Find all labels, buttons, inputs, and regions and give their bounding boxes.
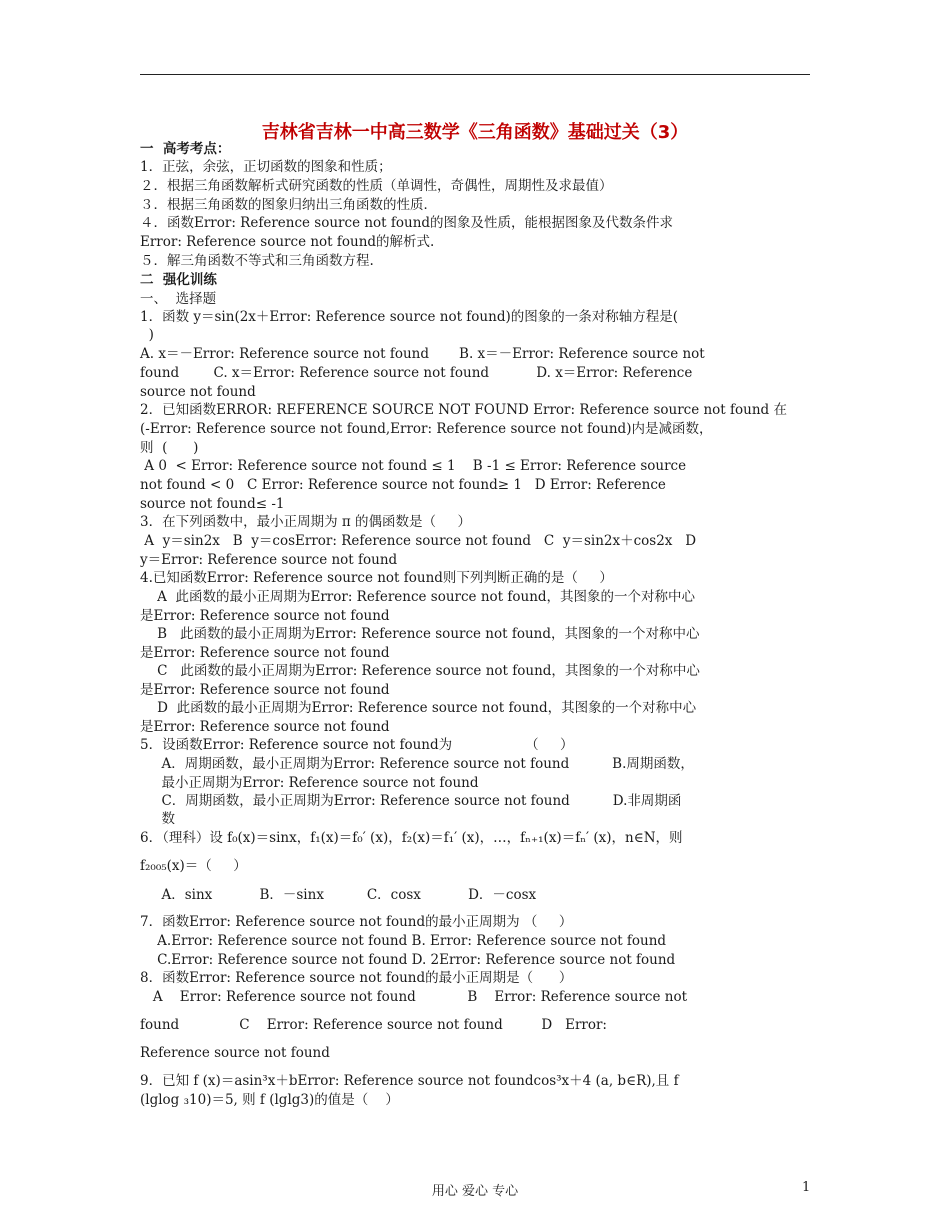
text-line: 是Error: Reference source not found — [140, 608, 390, 624]
document-title: 吉林省吉林一中高三数学《三角函数》基础过关（3） — [261, 122, 689, 143]
text-line: 9．已知 f (x)＝asin³x＋bError: Reference source not foundcos³x＋4 (a, b∈R),且 f — [140, 1073, 679, 1089]
text-line: A 0 < Error: Reference source not found ≤ 1 B -1 ≤ Error: Reference source — [140, 458, 687, 474]
text-line: source not found≤ -1 — [140, 496, 285, 512]
text-line: ) — [140, 327, 154, 343]
text-line: f₂₀₀₅(x)＝（ ） — [140, 858, 247, 874]
text-line: 是Error: Reference source not found — [140, 682, 390, 698]
text-line: 是Error: Reference source not found — [140, 719, 390, 735]
text-line: found C Error: Reference source not found D Error: — [140, 1017, 607, 1033]
text-line: 1．正弦，余弦，正切函数的图象和性质； — [140, 159, 392, 175]
text-line: A.Error: Reference source not found B. Error: Reference source not found — [140, 933, 667, 949]
text-line: 5．设函数Error: Reference source not found为 （ ） — [140, 737, 574, 753]
text-line: 是Error: Reference source not found — [140, 645, 390, 661]
text-line: (lglog ₃10)＝5, 则 f (lglg3)的值是（ ） — [140, 1092, 399, 1108]
text-line: ２．根据三角函数解析式研究函数的性质（单调性，奇偶性，周期性及求最值） — [140, 178, 613, 194]
text-line: 数 — [140, 811, 175, 827]
text-line: A．sinx B．－sinx C．cosx D．－cosx — [140, 887, 537, 903]
text-line: A Error: Reference source not found B Error: Reference source not — [140, 989, 688, 1005]
page-number: 1 — [802, 1180, 811, 1195]
text-line: B 此函数的最小正周期为Error: Reference source not found，其图象的一个对称中心 — [140, 626, 700, 642]
text-line: 则 ( ) — [140, 440, 199, 456]
text-line: D 此函数的最小正周期为Error: Reference source not found，其图象的一个对称中心 — [140, 700, 697, 716]
text-line: A y＝sin2x B y＝cosError: Reference source not found C y＝sin2x＋cos2x D — [140, 533, 697, 549]
page-footer: 用心 爱心 专心 — [431, 1184, 519, 1199]
text-line: A．周期函数，最小正周期为Error: Reference source not found B.周期函数， — [140, 756, 694, 772]
text-line: 一 高考考点： — [140, 141, 231, 157]
text-line: (-Error: Reference source not found,Error: Reference source not found)内是减函数， — [140, 421, 713, 437]
text-line: not found < 0 C Error: Reference source not found≥ 1 D Error: Reference — [140, 477, 666, 493]
text-line: found C. x＝Error: Reference source not found D. x＝Error: Reference — [140, 365, 693, 381]
text-line: ５．解三角函数不等式和三角函数方程. — [140, 253, 374, 269]
text-line: source not found — [140, 384, 256, 400]
text-line: C．周期函数，最小正周期为Error: Reference source not found D.非周期函 — [140, 793, 682, 809]
text-line: 最小正周期为Error: Reference source not found — [140, 775, 479, 791]
text-line: 二 强化训练 — [140, 272, 217, 288]
text-line: C 此函数的最小正周期为Error: Reference source not found，其图象的一个对称中心 — [140, 663, 700, 679]
text-line: y＝Error: Reference source not found — [140, 552, 398, 568]
text-line: 7．函数Error: Reference source not found的最小正周期为 （ ） — [140, 914, 573, 930]
text-line: 1．函数 y＝sin(2x＋Error: Reference source not found)的图象的一条对称轴方程是( — [140, 309, 678, 325]
text-line: A 此函数的最小正周期为Error: Reference source not found，其图象的一个对称中心 — [140, 589, 696, 605]
text-line: ３．根据三角函数的图象归纳出三角函数的性质． — [140, 197, 437, 213]
text-line: 3．在下列函数中，最小正周期为 π 的偶函数是（ ） — [140, 514, 471, 530]
text-line: 8．函数Error: Reference source not found的最小正周期是（ ） — [140, 970, 573, 986]
text-line: A. x＝－Error: Reference source not found B. x＝－Error: Reference source not — [140, 346, 705, 362]
text-line: C.Error: Reference source not found D. 2Error: Reference source not found — [140, 952, 676, 968]
text-line: 6．（理科）设 f₀(x)＝sinx，f₁(x)＝f₀′ (x)，f₂(x)＝f₁′ (x)，…，fₙ₊₁(x)＝fₙ′ (x)，n∈N，则 — [140, 830, 683, 846]
text-line: ４．函数Error: Reference source not found的图象及性质，能根据图象及代数条件求 — [140, 215, 674, 231]
text-line: 4.已知函数Error: Reference source not found则下列判断正确的是（ ） — [140, 570, 613, 586]
text-line: Error: Reference source not found的解析式. — [140, 234, 435, 250]
text-line: 一、 选择题 — [140, 291, 217, 307]
header-rule — [140, 74, 810, 75]
text-line: Reference source not found — [140, 1045, 330, 1061]
text-line: 2．已知函数ERROR: REFERENCE SOURCE NOT FOUND Error: Reference source not found 在 — [140, 402, 787, 418]
